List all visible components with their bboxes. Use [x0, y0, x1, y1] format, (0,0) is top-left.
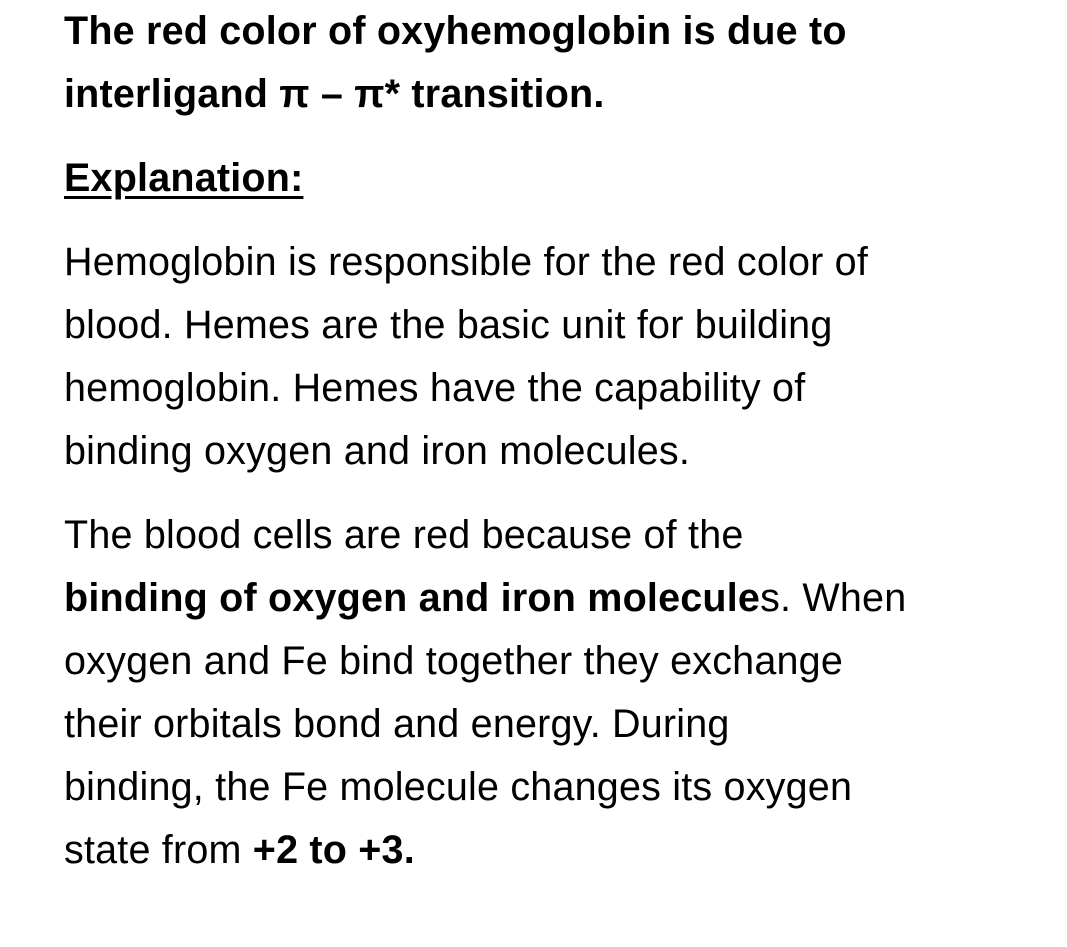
paragraph-2-bold-phrase: binding of oxygen and iron molecule — [64, 576, 761, 620]
paragraph-2-line-1: The blood cells are red because of the — [64, 513, 744, 557]
paragraph-1-line-4: binding oxygen and iron molecules. — [64, 429, 691, 473]
paragraph-2-line-6-start: state from — [64, 828, 253, 872]
paragraph-2-line-3: oxygen and Fe bind together they exchange — [64, 639, 844, 683]
paragraph-2-line-2-rest: s. When — [760, 576, 907, 620]
answer-headline — [64, 0, 1044, 126]
paragraph-2-line-4: their orbitals bond and energy. During — [64, 702, 730, 746]
explanation-paragraph-1 — [64, 231, 1044, 483]
paragraph-1-line-3: hemoglobin. Hemes have the capability of — [64, 366, 806, 410]
paragraph-1-line-2: blood. Hemes are the basic unit for building — [64, 303, 833, 347]
oxidation-state-change: +2 to +3. — [252, 828, 415, 872]
answer-content — [64, 0, 1044, 903]
headline-line-2: interligand π – π* transition. — [64, 72, 605, 116]
paragraph-1-line-1: Hemoglobin is responsible for the red color of — [64, 240, 869, 284]
explanation-heading: Explanation: — [64, 156, 304, 200]
headline-line-1: The red color of oxyhemoglobin is due to — [64, 9, 847, 53]
explanation-paragraph-2 — [64, 504, 1044, 882]
paragraph-2-line-5: binding, the Fe molecule changes its oxygen — [64, 765, 853, 809]
